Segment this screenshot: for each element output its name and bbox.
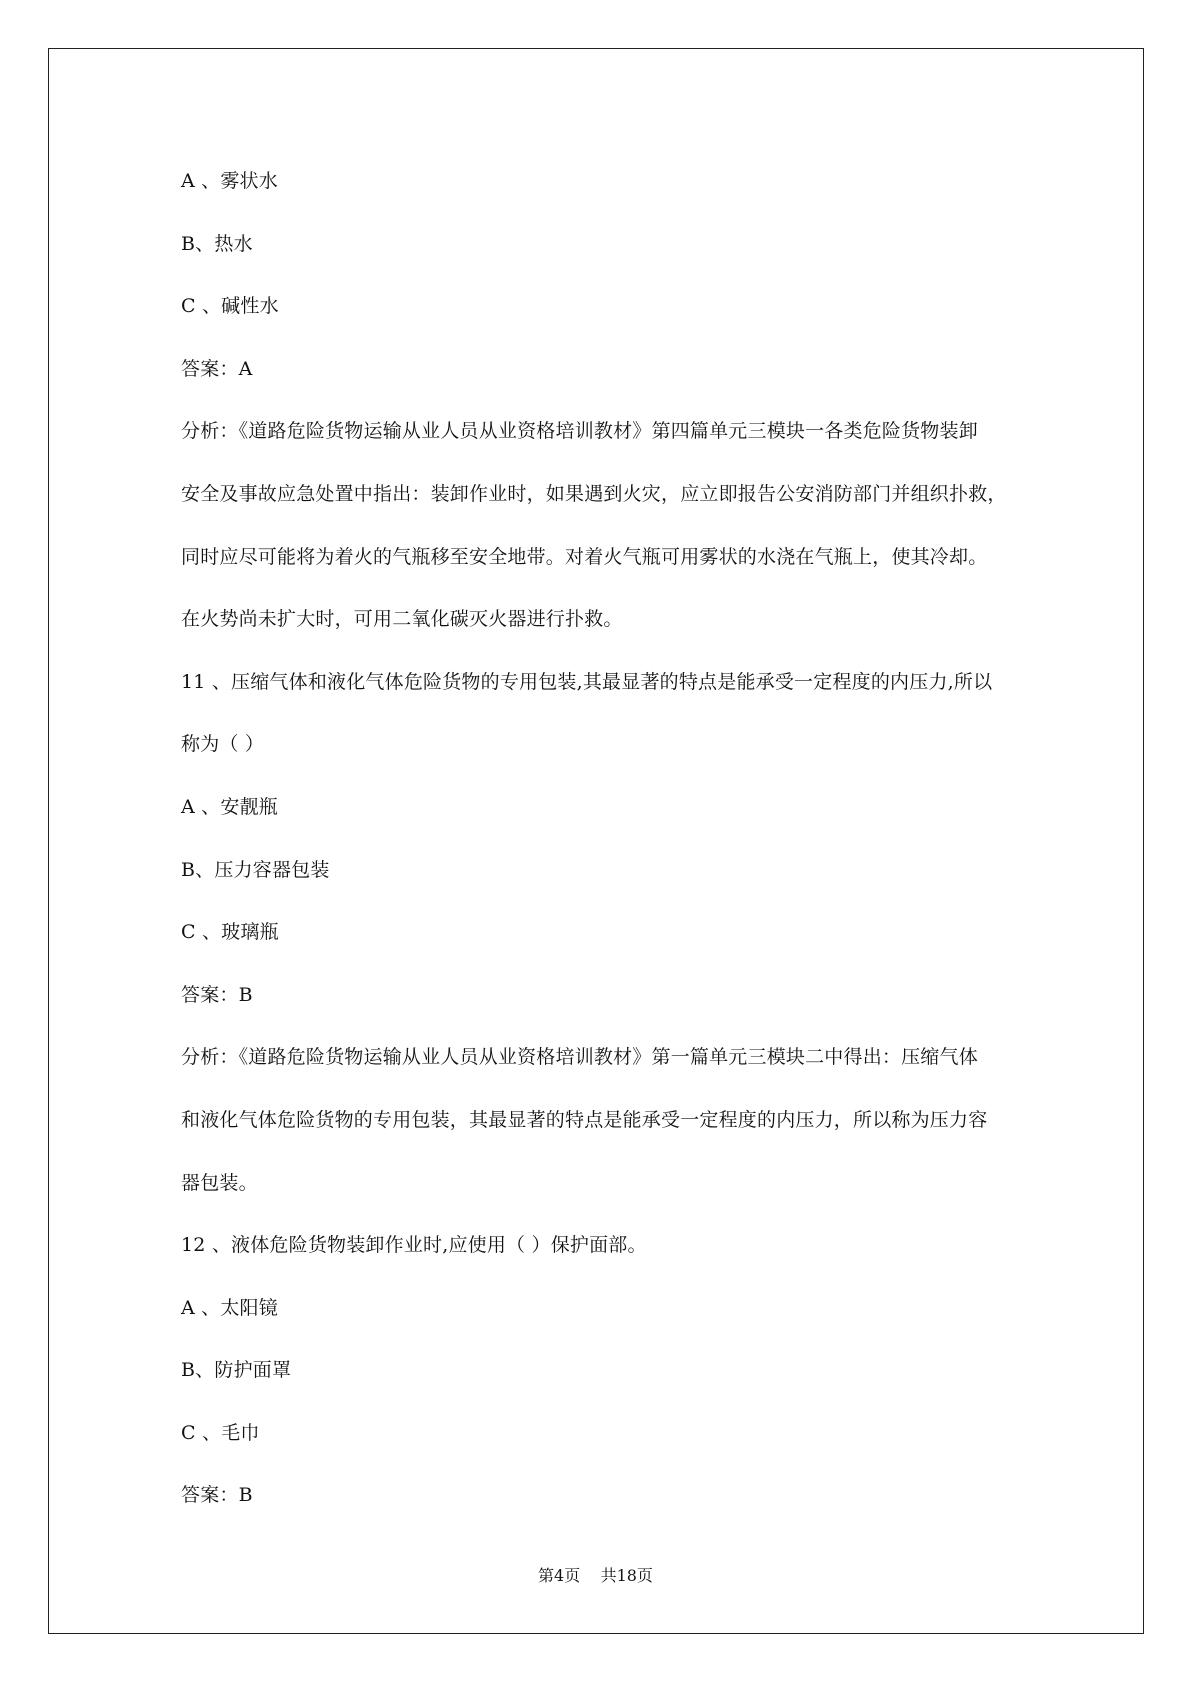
analysis-line: 器包装。 [181, 1171, 258, 1194]
option-c-line: C 、毛巾 [181, 1421, 260, 1444]
option-a-line: A 、雾状水 [181, 170, 278, 192]
analysis-line: 分析：《道路危险货物运输从业人员从业资格培训教材》第四篇单元三模块一各类危险货物装卸 [181, 420, 978, 443]
option-c-line: C 、玻璃瓶 [181, 921, 279, 944]
answer-line: 答案：B [181, 1484, 253, 1507]
answer-line: 答案：B [181, 983, 253, 1006]
question-12-line: 12 、液体危险货物装卸作业时,应使用（ ）保护面部。 [181, 1234, 647, 1257]
option-a-line: A 、太阳镜 [181, 1296, 278, 1319]
analysis-line: 在火势尚未扩大时，可用二氧化碳灭火器进行扑救。 [181, 608, 623, 631]
analysis-line: 分析：《道路危险货物运输从业人员从业资格培训教材》第一篇单元三模块二中得出：压缩气体 [181, 1046, 978, 1069]
option-b-line: B、压力容器包装 [181, 858, 330, 881]
document-body [181, 150, 1021, 1527]
analysis-line: 和液化气体危险货物的专用包装，其最显著的特点是能承受一定程度的内压力，所以称为压力容 [181, 1108, 988, 1131]
analysis-line: 同时应尽可能将为着火的气瓶移至安全地带。对着火气瓶可用雾状的水浇在气瓶上，使其冷却。 [181, 545, 988, 568]
option-c-line: C 、碱性水 [181, 295, 279, 318]
page-footer: 第4页 共18页 [538, 1566, 653, 1585]
question-11-line: 11 、压缩气体和液化气体危险货物的专用包装,其最显著的特点是能承受一定程度的内压力,所以 [181, 670, 993, 693]
analysis-line: 安全及事故应急处置中指出：装卸作业时，如果遇到火灾，应立即报告公安消防部门并组织扑救， [181, 482, 1007, 505]
option-b-line: B、防护面罩 [181, 1359, 292, 1382]
option-b-line: B、热水 [181, 232, 253, 255]
option-a-line: A 、安靓瓶 [181, 795, 278, 818]
answer-line: 答案：A [181, 357, 253, 380]
question-11-line: 称为（ ） [181, 733, 265, 756]
